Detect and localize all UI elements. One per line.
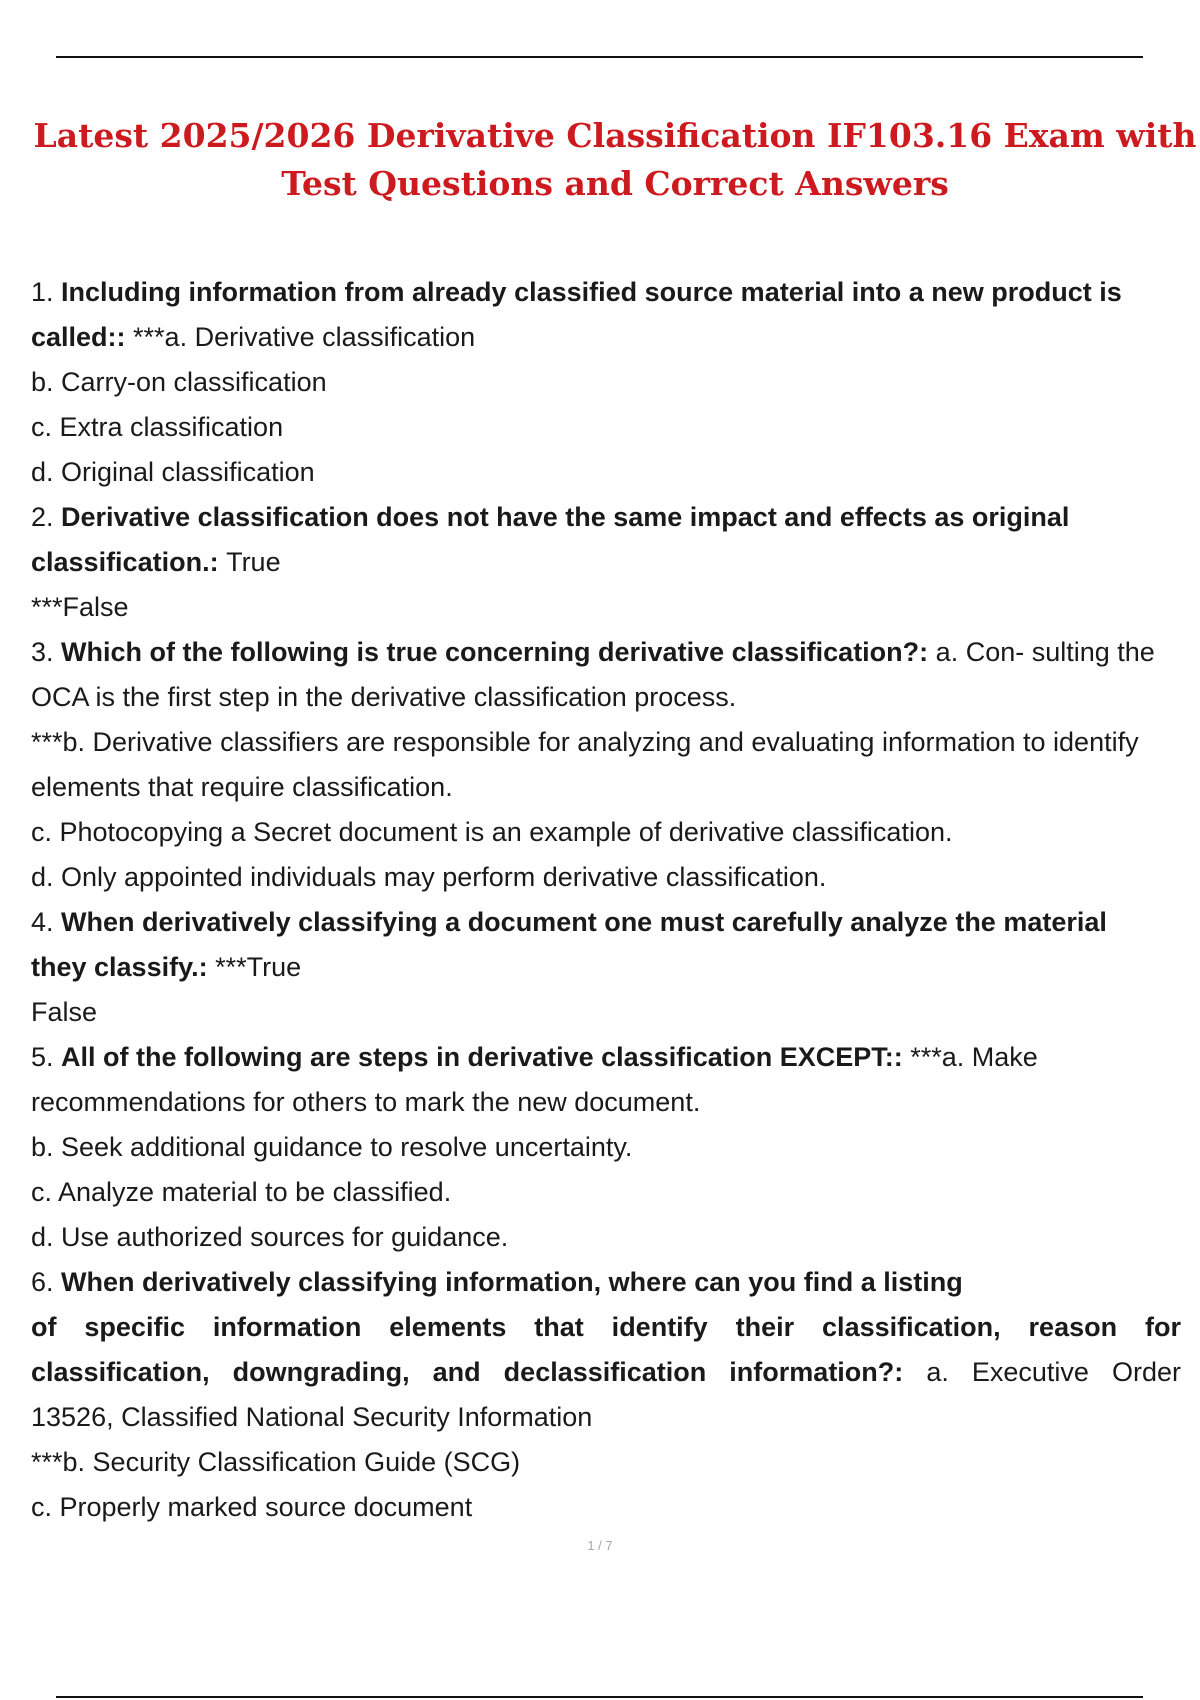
question-text: classification.:: [31, 547, 227, 577]
answer-text: a. Executive Order: [926, 1357, 1181, 1387]
answer-text: ***False: [31, 592, 129, 622]
answer-text: b. Seek additional guidance to resolve uncertainty.: [31, 1132, 633, 1162]
list-item: [31, 630, 1181, 675]
question-text: of specific information elements that identify their classification, reason for: [31, 1312, 1181, 1342]
list-item: [31, 810, 1181, 855]
question-text: When derivatively classifying information, where can you find a listing: [61, 1267, 963, 1297]
answer-text: recommendations for others to mark the new document.: [31, 1087, 701, 1117]
answer-text: False: [31, 997, 98, 1027]
list-item: [31, 675, 1181, 720]
list-item: [31, 720, 1181, 765]
question-text: they classify.:: [31, 952, 216, 982]
document-title: Latest 2025/2026 Derivative Classification IF103.16 Exam with Test Questions and Correct Answers: [33, 116, 1197, 203]
question-number: 3.: [31, 637, 62, 667]
answer-text: ***True: [215, 952, 302, 982]
list-item: [31, 1215, 1181, 1260]
answer-text: d. Original classification: [31, 457, 315, 487]
question-text: called::: [31, 322, 134, 352]
question-text: Derivative classification does not have the same impact and effects as original: [61, 502, 1070, 532]
answer-text: d. Use authorized sources for guidance.: [31, 1222, 509, 1252]
question-list: [31, 270, 1181, 1530]
list-item: [31, 1485, 1181, 1530]
list-item: [31, 1035, 1181, 1080]
top-rule: [56, 56, 1143, 58]
answer-text: c. Properly marked source document: [31, 1492, 473, 1522]
answer-text: True: [226, 547, 281, 577]
list-item: [31, 1080, 1181, 1125]
question-text: When derivatively classifying a document one must carefully analyze the material: [61, 907, 1107, 937]
list-item: [31, 900, 1181, 945]
question-text: classification, downgrading, and declassification information?:: [31, 1357, 927, 1387]
page-indicator: 1 / 7: [587, 1538, 613, 1553]
list-item: [31, 1170, 1181, 1215]
answer-text: ***a. Make: [910, 1042, 1038, 1072]
list-item: [31, 1395, 1181, 1440]
list-item: [31, 945, 1181, 990]
list-item: [31, 360, 1181, 405]
answer-text: 13526, Classified National Security Information: [31, 1402, 593, 1432]
answer-text: c. Extra classification: [31, 412, 284, 442]
list-item: [31, 540, 1181, 585]
bottom-rule: [56, 1696, 1143, 1698]
answer-text: ***b. Security Classification Guide (SCG): [31, 1447, 521, 1477]
question-text: Including information from already classified source material into a new product is: [61, 277, 1122, 307]
answer-text: OCA is the first step in the derivative classification process.: [31, 682, 737, 712]
list-item: [31, 1125, 1181, 1170]
list-item: [31, 1350, 1181, 1395]
list-item: [31, 1260, 1181, 1305]
question-text: Which of the following is true concerning derivative classification?:: [61, 637, 936, 667]
answer-text: a. Con- sulting the: [935, 637, 1155, 667]
question-number: 5.: [31, 1042, 62, 1072]
list-item: [31, 585, 1181, 630]
list-item: [31, 1440, 1181, 1485]
question-number: 2.: [31, 502, 62, 532]
list-item: [31, 1305, 1181, 1350]
list-item: [31, 450, 1181, 495]
list-item: [31, 765, 1181, 810]
answer-text: b. Carry-on classification: [31, 367, 327, 397]
list-item: [31, 270, 1181, 315]
list-item: [31, 315, 1181, 360]
list-item: [31, 495, 1181, 540]
answer-text: elements that require classification.: [31, 772, 453, 802]
question-text: All of the following are steps in derivative classification EXCEPT::: [61, 1042, 911, 1072]
question-number: 6.: [31, 1267, 62, 1297]
question-number: 4.: [31, 907, 62, 937]
question-number: 1.: [31, 277, 62, 307]
answer-text: ***a. Derivative classification: [133, 322, 476, 352]
answer-text: c. Photocopying a Secret document is an example of derivative classification.: [31, 817, 953, 847]
list-item: [31, 405, 1181, 450]
answer-text: ***b. Derivative classifiers are responsible for analyzing and evaluating information to identify: [31, 727, 1139, 757]
list-item: [31, 855, 1181, 900]
answer-text: d. Only appointed individuals may perform derivative classification.: [31, 862, 827, 892]
list-item: [31, 990, 1181, 1035]
answer-text: c. Analyze material to be classified.: [31, 1177, 452, 1207]
